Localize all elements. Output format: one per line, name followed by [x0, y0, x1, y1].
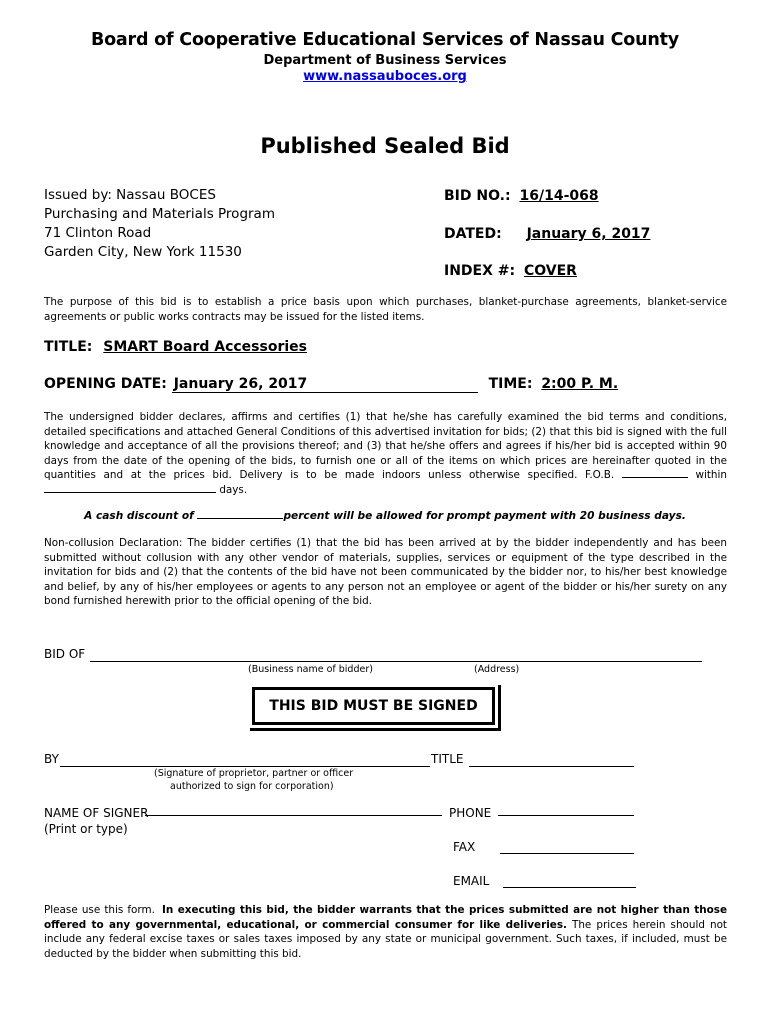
opening-date-label: OPENING DATE: — [44, 376, 167, 392]
index-value: COVER — [523, 263, 577, 279]
noncollusion-text: Non-collusion Declaration: The bidder certifies (1) that the bid has been arrived at by the bidder independently and has been submitted without collusion with any other vendor of materials, supplies, services or equipment of the type described in the invitation for bids and (2) that the contents of the bid have not been communicated by the bidder nor, to his/her best knowledge and belief, by any of his/her employees or agents to any person not an employee or agent of the bidder or his/her surety on any bond furnished herewith prior to the official opening of the bid. — [44, 537, 727, 608]
issuer-line: 71 Clinton Road — [44, 225, 152, 241]
department-name: Department of Business Services — [263, 53, 507, 68]
discount-text-1: A cash discount of — [84, 510, 194, 522]
issuer-block — [44, 186, 275, 262]
by-label: BY — [44, 752, 59, 766]
signature-line[interactable] — [60, 766, 430, 767]
address-hint: (Address) — [474, 664, 520, 675]
bid-title — [44, 339, 307, 355]
bid-index — [444, 263, 577, 279]
bid-number-label: BID NO.: — [444, 188, 511, 204]
opening-date-row — [44, 376, 618, 393]
discount-blank[interactable] — [197, 518, 283, 519]
purpose-text: The purpose of this bid is to establish a price basis upon which purchases, blanket-purchase agreements, blanket-service agreements or public works contracts may be issued for the listed items. — [44, 296, 727, 323]
time-label: TIME: — [488, 376, 533, 392]
bid-number-value: 16/14-068 — [519, 188, 599, 204]
website-link[interactable]: www.nassauboces.org — [303, 69, 467, 84]
organization-name: Board of Cooperative Educational Services of Nassau County — [90, 30, 680, 50]
name-of-signer-line[interactable] — [145, 815, 442, 816]
dated-value: January 6, 2017 — [526, 226, 651, 242]
fob-blank[interactable] — [622, 477, 688, 478]
signature-hint-2: authorized to sign for corporation) — [170, 781, 334, 792]
footer-intro: Please use this form. — [44, 904, 155, 916]
dated-label: DATED: — [444, 226, 502, 242]
issuer-line: Garden City, New York 11530 — [44, 244, 242, 260]
cash-discount — [0, 510, 770, 522]
within-label: within — [695, 469, 727, 482]
issuer-line: Issued by: Nassau BOCES — [44, 187, 216, 203]
issuer-line: Purchasing and Materials Program — [44, 206, 275, 222]
bid-title-label: TITLE: — [44, 339, 93, 355]
footer-warranty: In executing this bid, the bidder warrants that the prices submitted are not higher than those offered to any governmental, educational, or commercial consumer for like deliveries. — [44, 904, 727, 931]
sign-notice-box: THIS BID MUST BE SIGNED — [252, 687, 495, 725]
fax-label: FAX — [453, 840, 476, 854]
time-value: 2:00 P. M. — [541, 376, 619, 392]
discount-text-2: percent will be allowed for prompt payment with 20 business days. — [283, 510, 686, 522]
footer-text — [44, 903, 727, 961]
email-label: EMAIL — [453, 874, 490, 888]
title-line[interactable] — [469, 766, 634, 767]
index-label: INDEX #: — [444, 263, 516, 279]
bid-of-line[interactable] — [90, 661, 702, 662]
footer-taxes: The prices herein should not include any federal excise taxes or sales taxes imposed by any state or municipal government. Such taxes, if included, must be deducted by the bidder when submitting this bid. — [44, 918, 727, 960]
email-line[interactable] — [503, 887, 636, 888]
opening-date-value: January 26, 2017 — [172, 376, 478, 393]
bid-number — [444, 188, 599, 204]
business-name-hint: (Business name of bidder) — [248, 664, 373, 675]
title-label: TITLE — [431, 752, 464, 766]
name-of-signer-label: NAME OF SIGNER — [44, 806, 149, 820]
document-title: Published Sealed Bid — [260, 134, 510, 158]
print-hint: (Print or type) — [44, 822, 128, 836]
within-blank[interactable] — [44, 492, 216, 493]
phone-line[interactable] — [498, 815, 634, 816]
signature-hint-1: (Signature of proprietor, partner or officer — [154, 768, 354, 779]
bid-dated — [444, 226, 650, 242]
fax-line[interactable] — [500, 853, 634, 854]
declaration-text — [44, 410, 727, 498]
bid-of-label: BID OF — [44, 647, 86, 661]
phone-label: PHONE — [449, 806, 492, 820]
declaration-body: The undersigned bidder declares, affirms and certifies (1) that he/she has carefully examined the bid terms and conditions, detailed specifications and attached General Conditions of this advertised invitation for bids; (2) that this bid is signed with the full knowledge and acceptance of all the provisions thereof; and (3) that he/she offers and agrees if his/her bid is accepted within 90 days from the date of the opening of the bids, to furnish one or all of the items on which prices are hereinafter quoted in the quantities and at the prices bid. Delivery is to be made indoors unless otherwise specified. F.O.B. — [44, 411, 727, 482]
bid-title-value: SMART Board Accessories — [103, 339, 307, 355]
days-label: days. — [219, 483, 248, 496]
